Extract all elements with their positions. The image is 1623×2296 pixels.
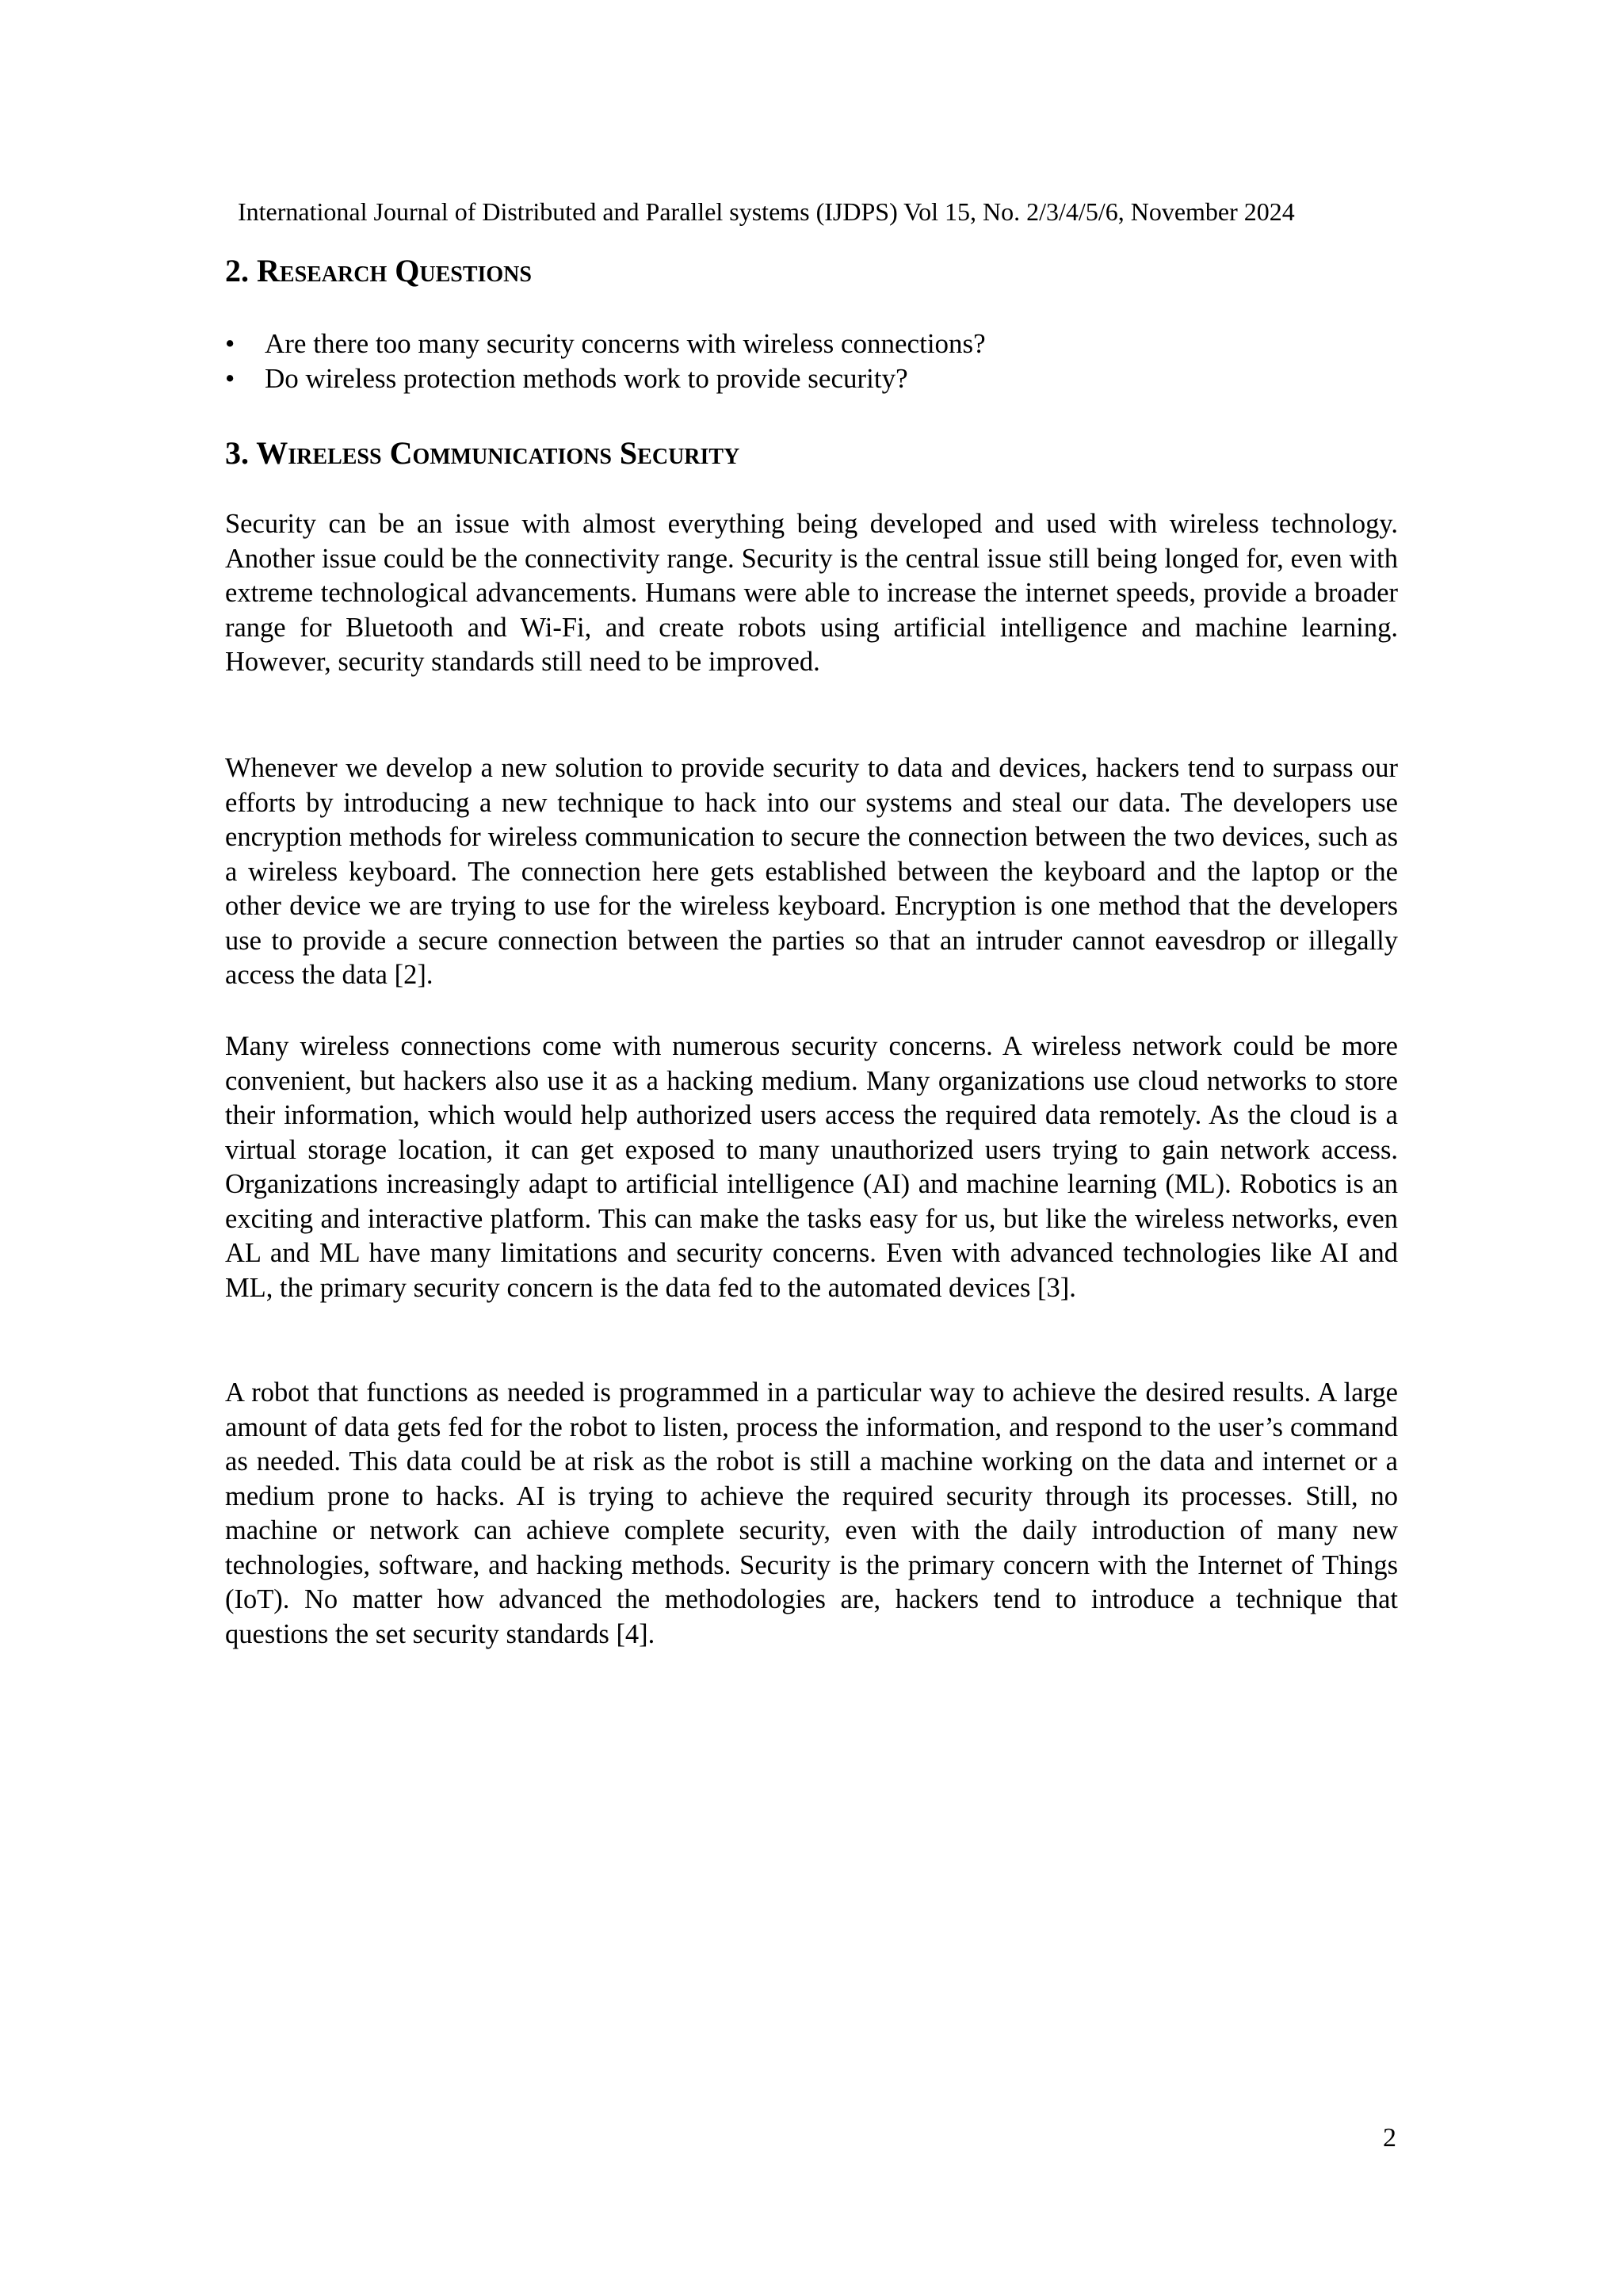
list-item: • Are there too many security concerns with wireless connections?	[225, 327, 986, 361]
page-number: 2	[1383, 2123, 1396, 2153]
section-heading-wireless-security: 3. Wireless Communications Security	[225, 435, 740, 471]
body-paragraph: A robot that functions as needed is programmed in a particular way to achieve the desired results. A large amount of data gets fed for the robot to listen, process the information, and respond to the user’s command as needed. This data could be at risk as the robot is still a machine working on the data and internet or a medium prone to hacks. AI is trying to achieve the required security through its processes. Still, no machine or network can achieve complete security, even with the daily introduction of many new technologies, software, and hacking methods. Security is the primary concern with the Internet of Things (IoT). No matter how advanced the methodologies are, hackers tend to introduce a technique that questions the set security standards [4].	[225, 1377, 1398, 1649]
body-paragraph: Security can be an issue with almost everything being developed and used with wireless technology. Another issue could be the connectivity range. Security is the central issue still being longed for, even with extreme technological advancements. Humans were able to increase the internet speeds, provide a broader range for Bluetooth and Wi-Fi, and create robots using artificial intelligence and machine learning. However, security standards still need to be improved.	[225, 509, 1398, 677]
body-paragraph: Many wireless connections come with numerous security concerns. A wireless network could be more convenient, but hackers also use it as a hacking medium. Many organizations use cloud networks to store their information, which would help authorized users access the required data remotely. As the cloud is a virtual storage location, it can get exposed to many unauthorized users trying to gain network access. Organizations increasingly adapt to artificial intelligence (AI) and machine learning (ML). Robotics is an exciting and interactive platform. This can make the tasks easy for us, but like the wireless networks, even AL and ML have many limitations and security concerns. Even with advanced technologies like AI and ML, the primary security concern is the data fed to the automated devices [3].	[225, 1031, 1398, 1303]
section-heading-research-questions: 2. Research Questions	[225, 253, 532, 288]
running-header: International Journal of Distributed and Parallel systems (IJDPS) Vol 15, No. 2/3/4/5/6, November 2024	[238, 197, 1295, 226]
list-item: • Do wireless protection methods work to provide security?	[225, 361, 986, 396]
body-paragraph: Whenever we develop a new solution to provide security to data and devices, hackers tend to surpass our efforts by introducing a new technique to hack into our systems and steal our data. The developers use encryption methods for wireless communication to secure the connection between the two devices, such as a wireless keyboard. The connection here gets established between the keyboard and the laptop or the other device we are trying to use for the wireless keyboard. Encryption is one method that the developers use to provide a secure connection between the parties so that an intruder cannot eavesdrop or illegally access the data [2].	[225, 753, 1398, 990]
research-questions-list	[225, 327, 986, 396]
